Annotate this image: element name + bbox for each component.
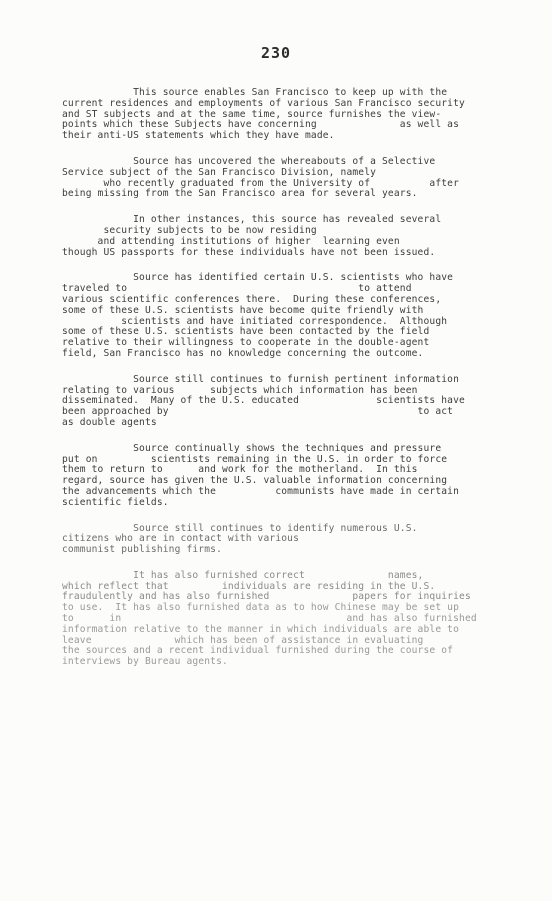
text-line: to use. It has also furnished data as to how Chinese may be set up [62,602,460,614]
text-line: who recently graduated from the University of after [62,177,460,189]
text-line: disseminated. Many of the U.S. educated scientists have [62,395,465,407]
text-line: and attending institutions of higher learning even [62,235,400,247]
document-body [62,88,502,683]
paragraph [62,215,502,258]
text-line: points which these Subjects have concerning as well as [62,119,460,131]
paragraph [62,524,502,556]
text-line: regard, source has given the U.S. valuable information concerning [62,475,448,487]
text-line: though US passports for these individuals have not been issued. [62,246,436,258]
text-line: the advancements which the communists have made in certain [62,485,460,497]
text-line: as double agents [62,416,157,428]
text-line: them to return to and work for the motherland. In this [62,464,418,476]
text-line: In other instances, this source has revealed several [62,214,442,226]
text-line: current residences and employments of various San Francisco security [62,97,465,109]
text-line: communist publishing firms. [62,544,222,556]
text-line: citizens who are in contact with various [62,533,300,545]
text-line: scientific fields. [62,496,169,508]
text-line: leave which has been of assistance in evaluating [62,634,424,646]
paragraph [62,88,502,142]
text-line: information relative to the manner in which individuals are able to [62,623,460,635]
text-line: and ST subjects and at the same time, source furnishes the view- [62,108,442,120]
page-number: 230 [260,44,292,62]
text-line: Source has identified certain U.S. scientists who have [62,272,454,284]
text-line: security subjects to be now residing [62,224,317,236]
text-line: their anti-US statements which they have made. [62,130,335,142]
paragraph [62,444,502,509]
paragraph [62,157,502,200]
text-line: field, San Francisco has no knowledge concerning the outcome. [62,347,424,359]
text-line: some of these U.S. scientists have become quite friendly with [62,304,424,316]
text-line: It has also furnished correct names, [62,569,424,581]
text-line: relating to various subjects which information has been [62,384,418,396]
text-line: Service subject of the San Francisco Division, namely [62,166,377,178]
text-line: the sources and a recent individual furnished during the course of [62,645,454,657]
paragraph [62,273,502,359]
text-line: which reflect that individuals are residing in the U.S. [62,580,436,592]
text-line: put on scientists remaining in the U.S. in order to force [62,453,448,465]
text-line: Source has uncovered the whereabouts of a Selective [62,155,436,167]
text-line: been approached by to act [62,406,454,418]
text-line: Source still continues to furnish pertinent information [62,373,460,385]
text-line: interviews by Bureau agents. [62,656,228,668]
text-line: relative to their willingness to cooperate in the double-agent [62,337,430,349]
text-line: This source enables San Francisco to keep up with the [62,87,448,98]
text-line: to in and has also furnished [62,613,477,625]
paragraph [62,375,502,429]
text-line: scientists and have initiated correspondence. Although [62,315,448,327]
text-line: Source still continues to identify numerous U.S. [62,522,418,534]
paragraph [62,571,502,668]
text-line: traveled to to attend [62,283,412,295]
text-line: being missing from the San Francisco area for several years. [62,188,418,200]
text-line: various scientific conferences there. During these conferences, [62,293,442,305]
text-line: some of these U.S. scientists have been contacted by the field [62,326,430,338]
text-line: Source continually shows the techniques and pressure [62,442,442,454]
text-line: fraudulently and has also furnished papers for inquiries [62,591,471,603]
